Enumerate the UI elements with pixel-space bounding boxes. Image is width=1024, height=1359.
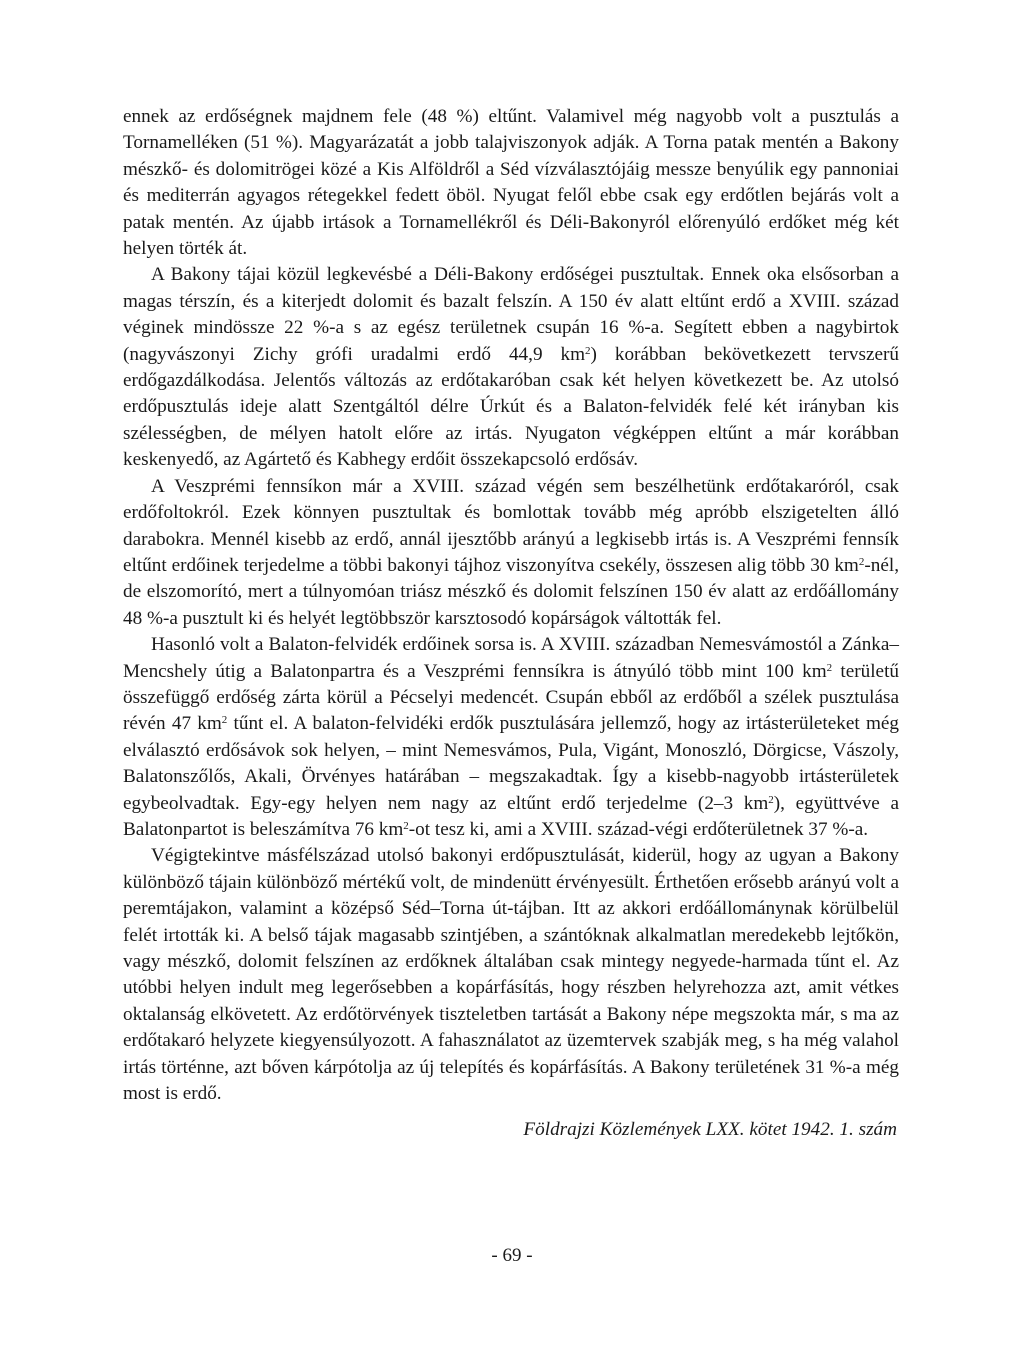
superscript-exponent: 2 (221, 714, 228, 727)
paragraph-text: ) korábban bekövetkezett tervszerű erdőgazdálkodása. Jelentős változás az erdőtakaróban csak két helyen következett be. Az utolsó erdőpusztulás ideje alatt Szentgáltól délre Úrkút és a Balaton-felvidék felé két irányban kis szélességben, de mélyen hatolt előre az irtás. Nyugaton végképpen eltűnt a már korábban keskenyedő, az Agártető és Kabhegy erdőit összekapcsoló erdősáv. (123, 343, 899, 471)
superscript-exponent: 2 (768, 793, 774, 806)
page-number: - 69 - (491, 1245, 533, 1266)
paragraph-1 (123, 104, 899, 262)
paragraph-text: Végigtekintve másfélszázad utolsó bakonyi erdőpusztulását, kiderül, hogy az ugyan a Bakony különböző tájain különböző mértékű volt, de mindenütt érvényesült. Érthetően erősebb arányú volt a peremtájakon, valamint a középső Séd–Torna út-tájban. Itt az akkori erdőállománynak körülbelül felét irtották ki. A belső tájak magasabb szintjében, a szántóknak alkalmatlan meredekebb lejtőkön, vagy mészkő, dolomit felszínen az erdőknek általában csak mintegy negyede-harmada tűnt el. Az utóbbi helyen indult meg legerősebben a kopárfásítás, hogy részben helyrehozza azt, amit vétkes oktalanság elkövetett. Az erdőtörvények tiszteletben tartását a Bakony népe megszokta már, s ma az erdőtakaró helyzete kiegyensúlyozott. A fahasználatot az üzemtervek szabják meg, s ha még valahol irtás történne, azt bőven kárpótolja az új telepítés és kopárfásítás. A Bakony területének 31 %-a még most is erdő. (123, 845, 899, 1105)
superscript-exponent: 2 (826, 661, 833, 674)
paragraph-4 (123, 632, 899, 843)
paragraph-text: A Veszprémi fennsíkon már a XVIII. század végén sem beszélhetünk erdőtakaróról, csak erdőfoltokról. Ezek könnyen pusztultak és bomlottak tovább még apróbb elszigetelten álló darabokra. Mennél kisebb az erdő, annál ijesztőbb arányú a legkisebb irtás is. A Veszprémi fennsík eltűnt erdőinek terjedelme a többi bakonyi tájhoz viszonyítva csekély, összesen alig több 30 km (123, 475, 899, 576)
paragraph-text: A Bakony tájai közül legkevésbé a Déli-Bakony erdőségei pusztultak. Ennek oka elsősorban a magas térszín, és a kiterjedt dolomit és bazalt felszín. A 150 év alatt eltűnt erdő a XVIII. század véginek mindössze 22 %-a s az egész területnek csupán 16 %-a. Segített ebben a nagybirtok (nagyvászonyi Zichy grófi uradalmi erdő 44,9 km (123, 264, 899, 365)
paragraph-text: ), együttvéve a Balatonpartot is beleszámítva 76 km (123, 792, 899, 840)
paragraph-2 (123, 262, 899, 473)
paragraph-text: területű összefüggő erdőség zárta körül a Pécselyi medencét. Csupán ebből az erdőből a szélek pusztulása révén 47 km (123, 660, 899, 735)
superscript-exponent: 2 (403, 819, 409, 832)
paragraph-text: -nél, de elszomorító, mert a túlnyomóan triász mészkő és dolomit felszínen 150 év alatt az erdőállomány 48 %-a pusztult ki és helyét legtöbbször karsztosodó kopárságok váltották fel. (123, 554, 899, 629)
paragraph-text: -ot tesz ki, ami a XVIII. század-végi erdőterületnek 37 %-a. (408, 818, 869, 840)
paragraph-text: ennek az erdőségnek majdnem fele (48 %) eltűnt. Valamivel még nagyobb volt a pusztulás a Tornamelléken (51 %). Magyarázatát a jobb talajviszonyok adják. A Torna patak mentén a Bakony mészkő- és dolomitrögei közé a Kis Alföldről a Séd vízválasztójáig messze benyúlik egy pannoniai és mediterrán agyagos rétegekkel fedett öböl. Nyugat felől ebbe csak egy erdőtlen bejárás volt a patak mentén. Az újabb irtások a Tornamellékről és Déli-Bakonyról előrenyúló erdőket még két helyen törték át. (123, 106, 899, 260)
paragraph-text: Hasonló volt a Balaton-felvidék erdőinek sorsa is. A XVIII. században Nemesvámostól a Zánka–Mencshely útig a Balatonpartra és a Veszprémi fennsíkra is átnyúló több mint 100 km (123, 634, 899, 682)
paragraph-3 (123, 474, 899, 632)
source-citation: Földrajzi Közlemények LXX. kötet 1942. 1. szám (523, 1119, 897, 1141)
paragraph-text: tűnt el. A balaton-felvidéki erdők pusztulására jellemző, hogy az irtásterületeket még elválasztó erdősávok sok helyen, – mint Nemesvámos, Pula, Vigánt, Monoszló, Dörgicse, Vászoly, Balatonszőlős, Akali, Örvényes határában – megszakadtak. Így a kisebb-nagyobb irtásterületek egybeolvadtak. Egy-egy helyen nem nagy az eltűnt erdő terjedelme (2–3 km (123, 713, 899, 814)
superscript-exponent: 2 (858, 555, 865, 568)
paragraph-5 (123, 843, 899, 1107)
superscript-exponent: 2 (585, 344, 591, 357)
document-body (123, 104, 899, 1143)
